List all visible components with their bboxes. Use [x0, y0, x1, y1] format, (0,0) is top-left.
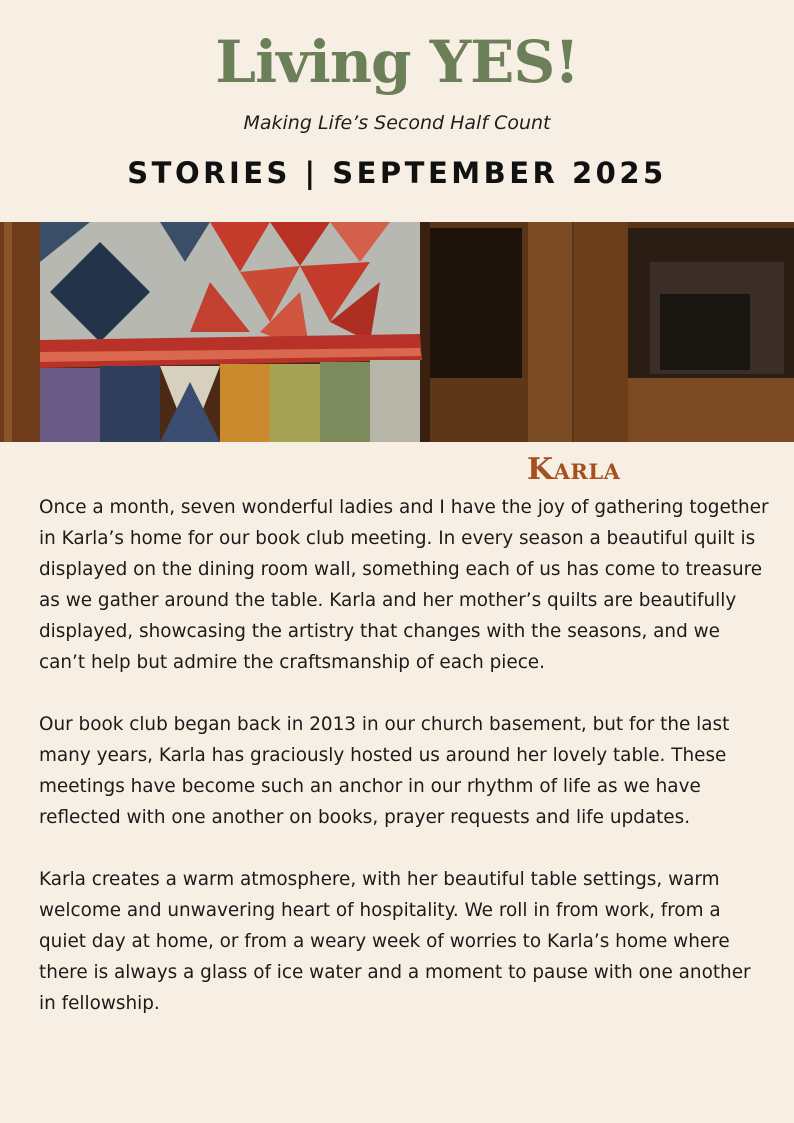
story-body: [39, 492, 769, 1050]
masthead-tagline: Making Life’s Second Half Count: [243, 112, 551, 134]
quilt-photo: [0, 222, 794, 442]
issue-heading: STORIES | SEPTEMBER 2025: [127, 156, 667, 190]
quilt-photo-illustration: [0, 222, 794, 442]
story-paragraph-3: Karla creates a warm atmosphere, with her beautiful table settings, warm welcome and unwavering heart of hospitality. We roll in from work, from a quiet day at home, or from a weary week of worries to Karla’s home where there is always a glass of ice water and a moment to pause with one another in fellowship.: [39, 869, 751, 1014]
story-title: Karla: [527, 452, 621, 487]
story-paragraph-1: Once a month, seven wonderful ladies and I have the joy of gathering together in Karla’s home for our book club meeting. In every season a beautiful quilt is displayed on the dining room wall, something each of us has come to treasure as we gather around the table. Karla and her mother’s quilts are beautifully displayed, showcasing the artistry that changes with the seasons, and we can’t help but admire the craftsmanship of each piece.: [39, 497, 769, 673]
story-paragraph-2: Our book club began back in 2013 in our church basement, but for the last many years, Karla has graciously hosted us around her lovely table. These meetings have become such an anchor in our rhythm of life as we have reflected with one another on books, prayer requests and life updates.: [39, 714, 730, 828]
masthead-title: Living YES!: [215, 28, 579, 96]
